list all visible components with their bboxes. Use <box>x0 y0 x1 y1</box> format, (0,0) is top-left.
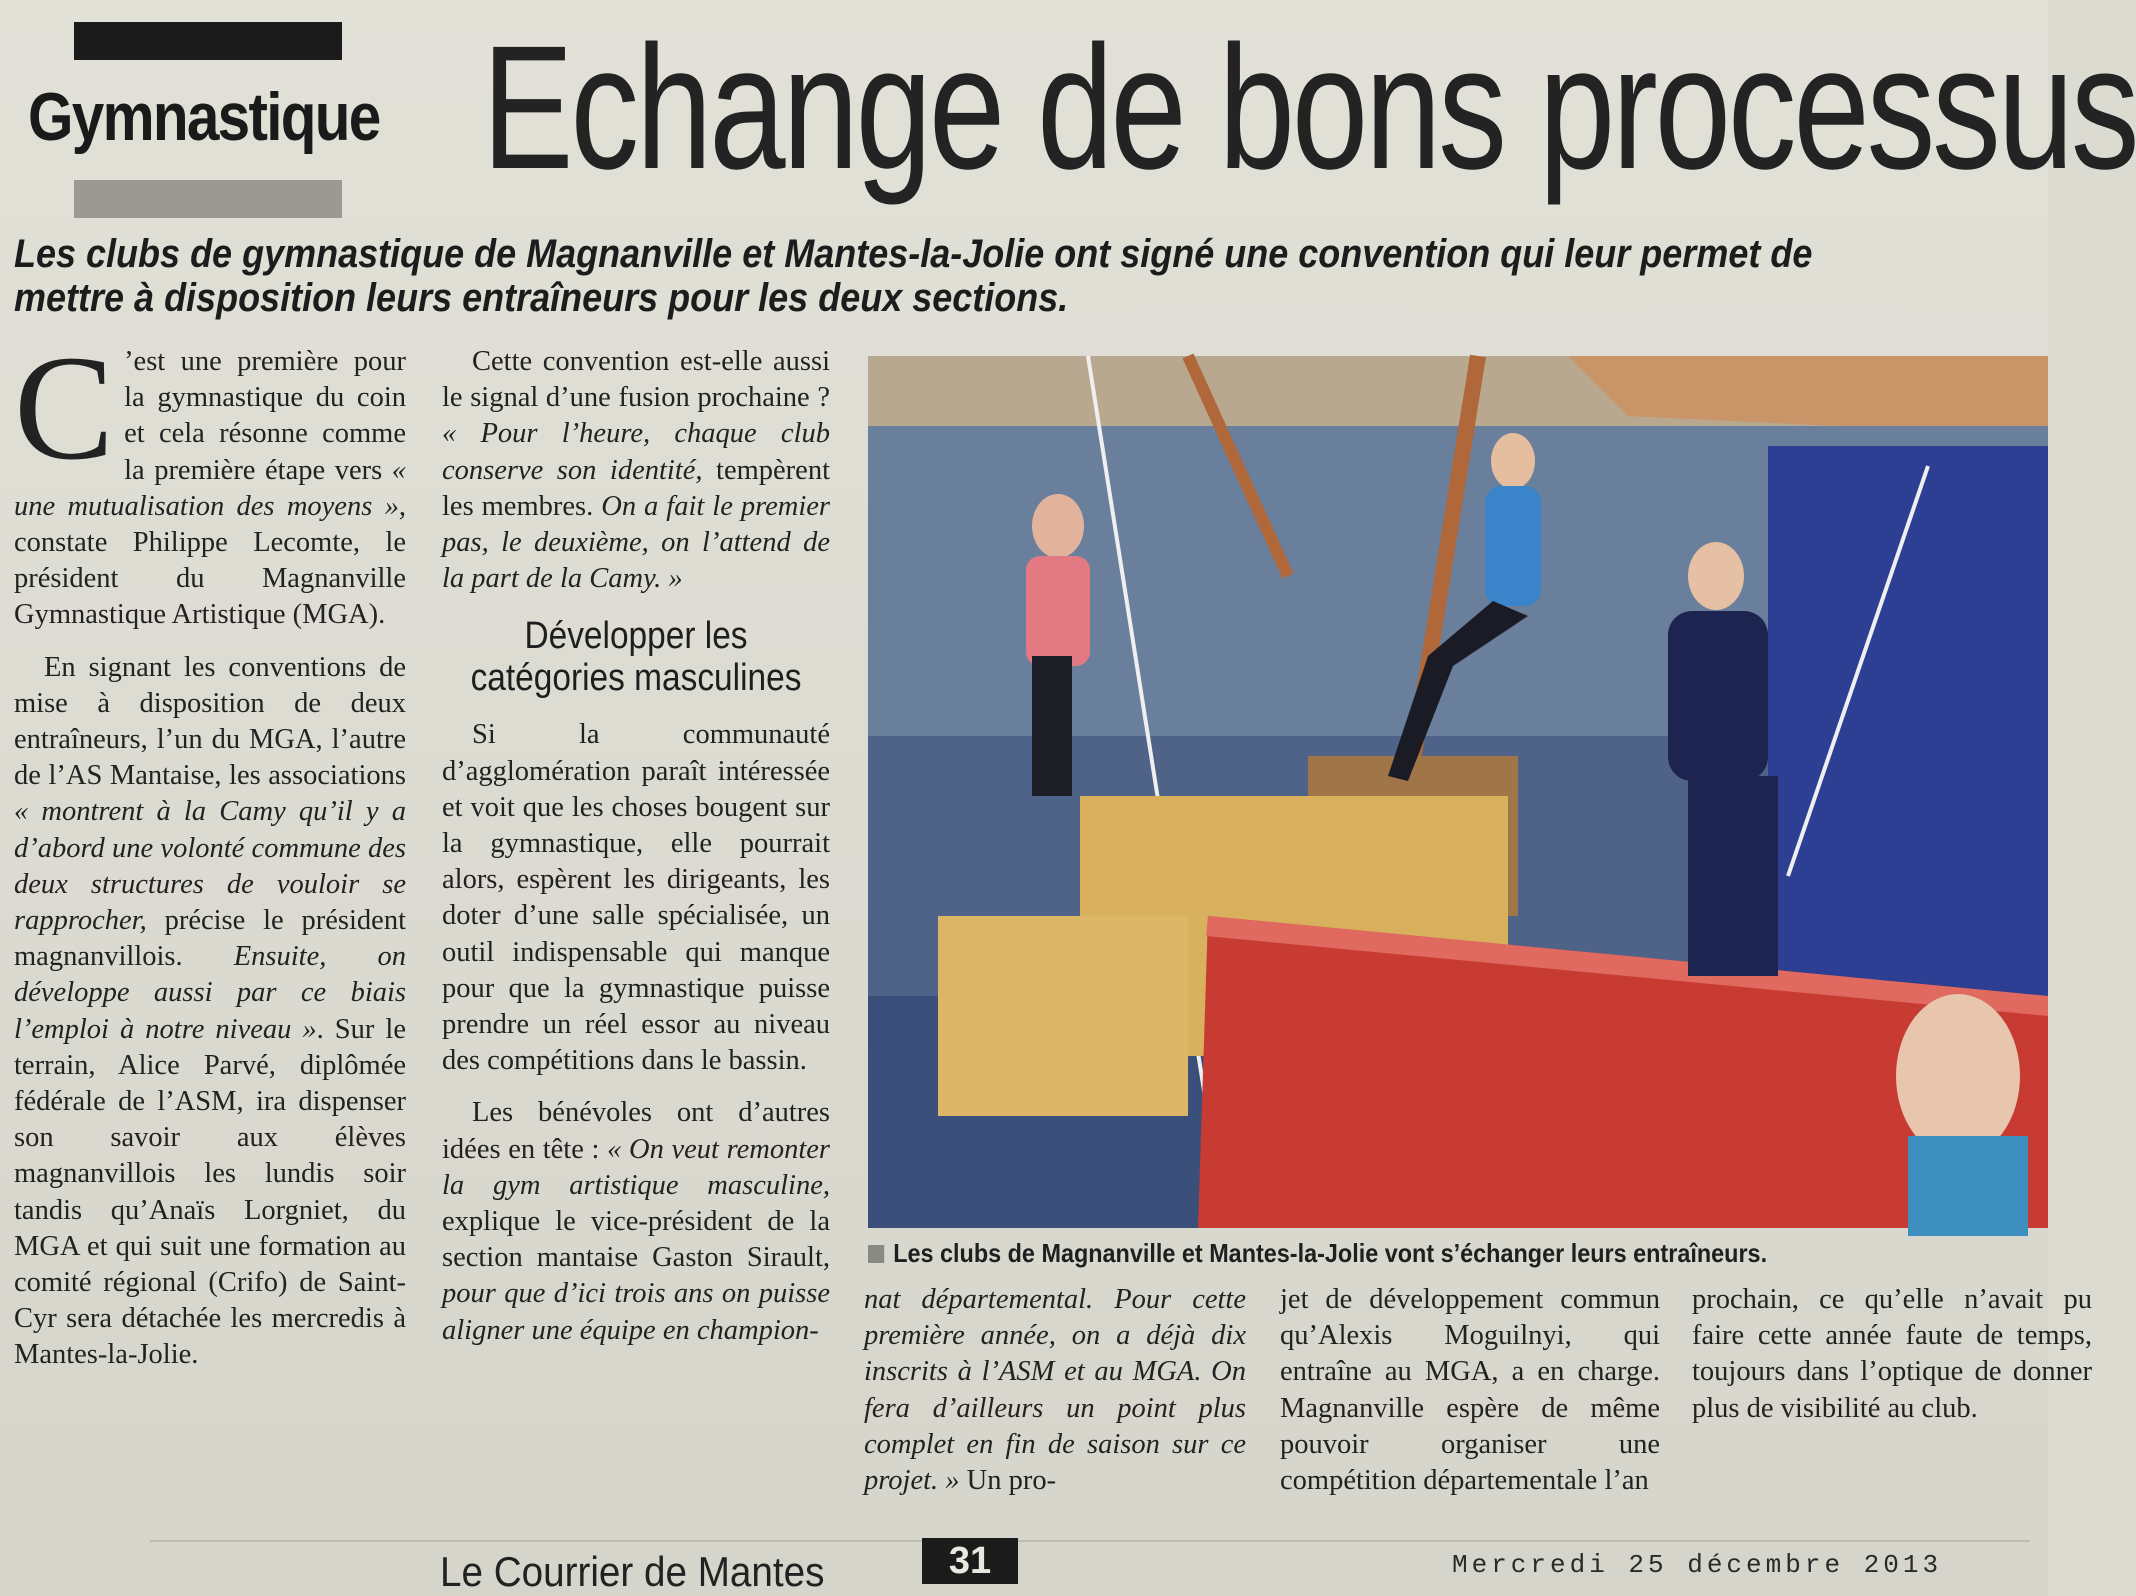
text: Un pro- <box>959 1465 1057 1497</box>
photo-caption <box>868 1238 1930 1269</box>
caption-square-icon <box>868 1245 884 1263</box>
article-column-2 <box>442 344 830 1365</box>
text: précise le président magnanvillois. <box>14 905 406 973</box>
issue-date: Mercredi 25 décembre 2013 <box>1452 1550 1943 1580</box>
paragraph: prochain, ce qu’elle n’avait pu faire cette année faute de temps, toujours dans l’optique de donner plus de visibilité au club. <box>1692 1284 2092 1424</box>
text: En signant les conventions de mise à disposition de deux entraîneurs, l’un du MGA, l’autre de l’AS Mantaise, les associations <box>14 651 406 792</box>
text: tempèrent les membres. <box>442 454 830 522</box>
caption-text: Les clubs de Magnanville et Mantes-la-Jolie vont s’échanger leurs entraîneurs. <box>893 1238 1768 1268</box>
headline: Echange de bons processus <box>482 10 2136 206</box>
quote: pour que d’ici trois ans on puisse aligner une équipe en champion- <box>442 1278 830 1346</box>
text: . Sur le terrain, Alice Parvé, diplômée fédérale de l’ASM, ira dispenser son savoir aux élèves magnanvillois les lundis soir tandis qu’Anaïs Lorgniet, du MGA et qui suit une formation au comité régional (Crifo) de Saint-Cyr sera détachée les mercredis à Mantes-la-Jolie. <box>14 1013 406 1371</box>
text: Cette convention est-elle aussi le signal d’une fusion prochaine ? <box>442 346 830 414</box>
quote: nat départemental. Pour cette première année, on a déjà dix inscrits à l’ASM et au MGA. On fera d’ailleurs un point plus complet en fin de saison sur ce projet. » <box>864 1284 1246 1497</box>
rubric-top-bar <box>74 22 342 60</box>
page-number: 31 <box>922 1538 1018 1584</box>
rubric-bottom-bar <box>74 180 342 218</box>
gym-photo <box>868 356 2048 1228</box>
gym-scene-illustration <box>868 356 2048 1228</box>
paragraph <box>442 1095 830 1348</box>
paragraph <box>442 344 830 597</box>
quote: « On veut remonter la gym artistique masculine, <box>442 1133 830 1201</box>
footer-rule <box>150 1540 2030 1542</box>
quote: On a fait le premier pas, le deuxième, on l’attend de la part de la Camy. » <box>442 490 830 595</box>
article-column-1 <box>14 325 406 1390</box>
text: ’est une première pour la gymnastique du coin et cela résonne comme la première étape vers <box>124 346 406 486</box>
standfirst: Les clubs de gymnastique de Magnanville et Mantes-la-Jolie ont signé une convention qui leur permet de mettre à disposition leurs entraîneurs pour les deux sections. <box>14 232 1813 320</box>
paragraph: Si la communauté d’agglomération paraît intéressée et voit que les choses bougent sur la gymnastique, elle pourrait alors, espèrent les dirigeants, les doter d’une salle spécialisée, un outil indispensable qui manque pour que la gymnastique puisse prendre un réel essor au niveau des compétitions dans le bassin. <box>442 719 830 1077</box>
quote: Ensuite, on développe aussi par ce biais l’emploi à notre niveau » <box>14 941 406 1045</box>
quote: « Pour l’heure, chaque club conserve son identité, <box>442 418 830 486</box>
paragraph: jet de développement commun qu’Alexis Moguilnyi, qui entraîne au MGA, a en charge. Magnanville espère de même pouvoir organiser une compétition départementale l’an <box>1280 1284 1660 1497</box>
article-column-4 <box>1280 1282 1660 1515</box>
text: Les bénévoles ont d’autres idées en tête : <box>442 1097 830 1165</box>
paragraph <box>864 1282 1246 1499</box>
drop-cap: C <box>14 325 115 491</box>
newspaper-name: Le Courrier de Mantes <box>440 1548 825 1595</box>
quote: « montrent à la Camy qu’il y a d’abord une volonté commune des deux structures de vouloir se rapprocher, <box>14 796 406 937</box>
text: , constate Philippe Lecomte, le président du Magnanville Gymnastique Artistique (MGA). <box>14 490 406 631</box>
article-column-3 <box>864 1282 1246 1515</box>
paragraph <box>14 325 406 634</box>
quote: « une mutualisation des moyens » <box>14 454 406 522</box>
subheading: Développer les catégories masculines <box>470 615 802 700</box>
paragraph <box>14 650 406 1374</box>
rubric-label: Gymnastique <box>28 79 380 155</box>
article-column-5 <box>1692 1282 2092 1443</box>
text: explique le vice-président de la section mantaise Gaston Sirault, <box>442 1206 830 1274</box>
